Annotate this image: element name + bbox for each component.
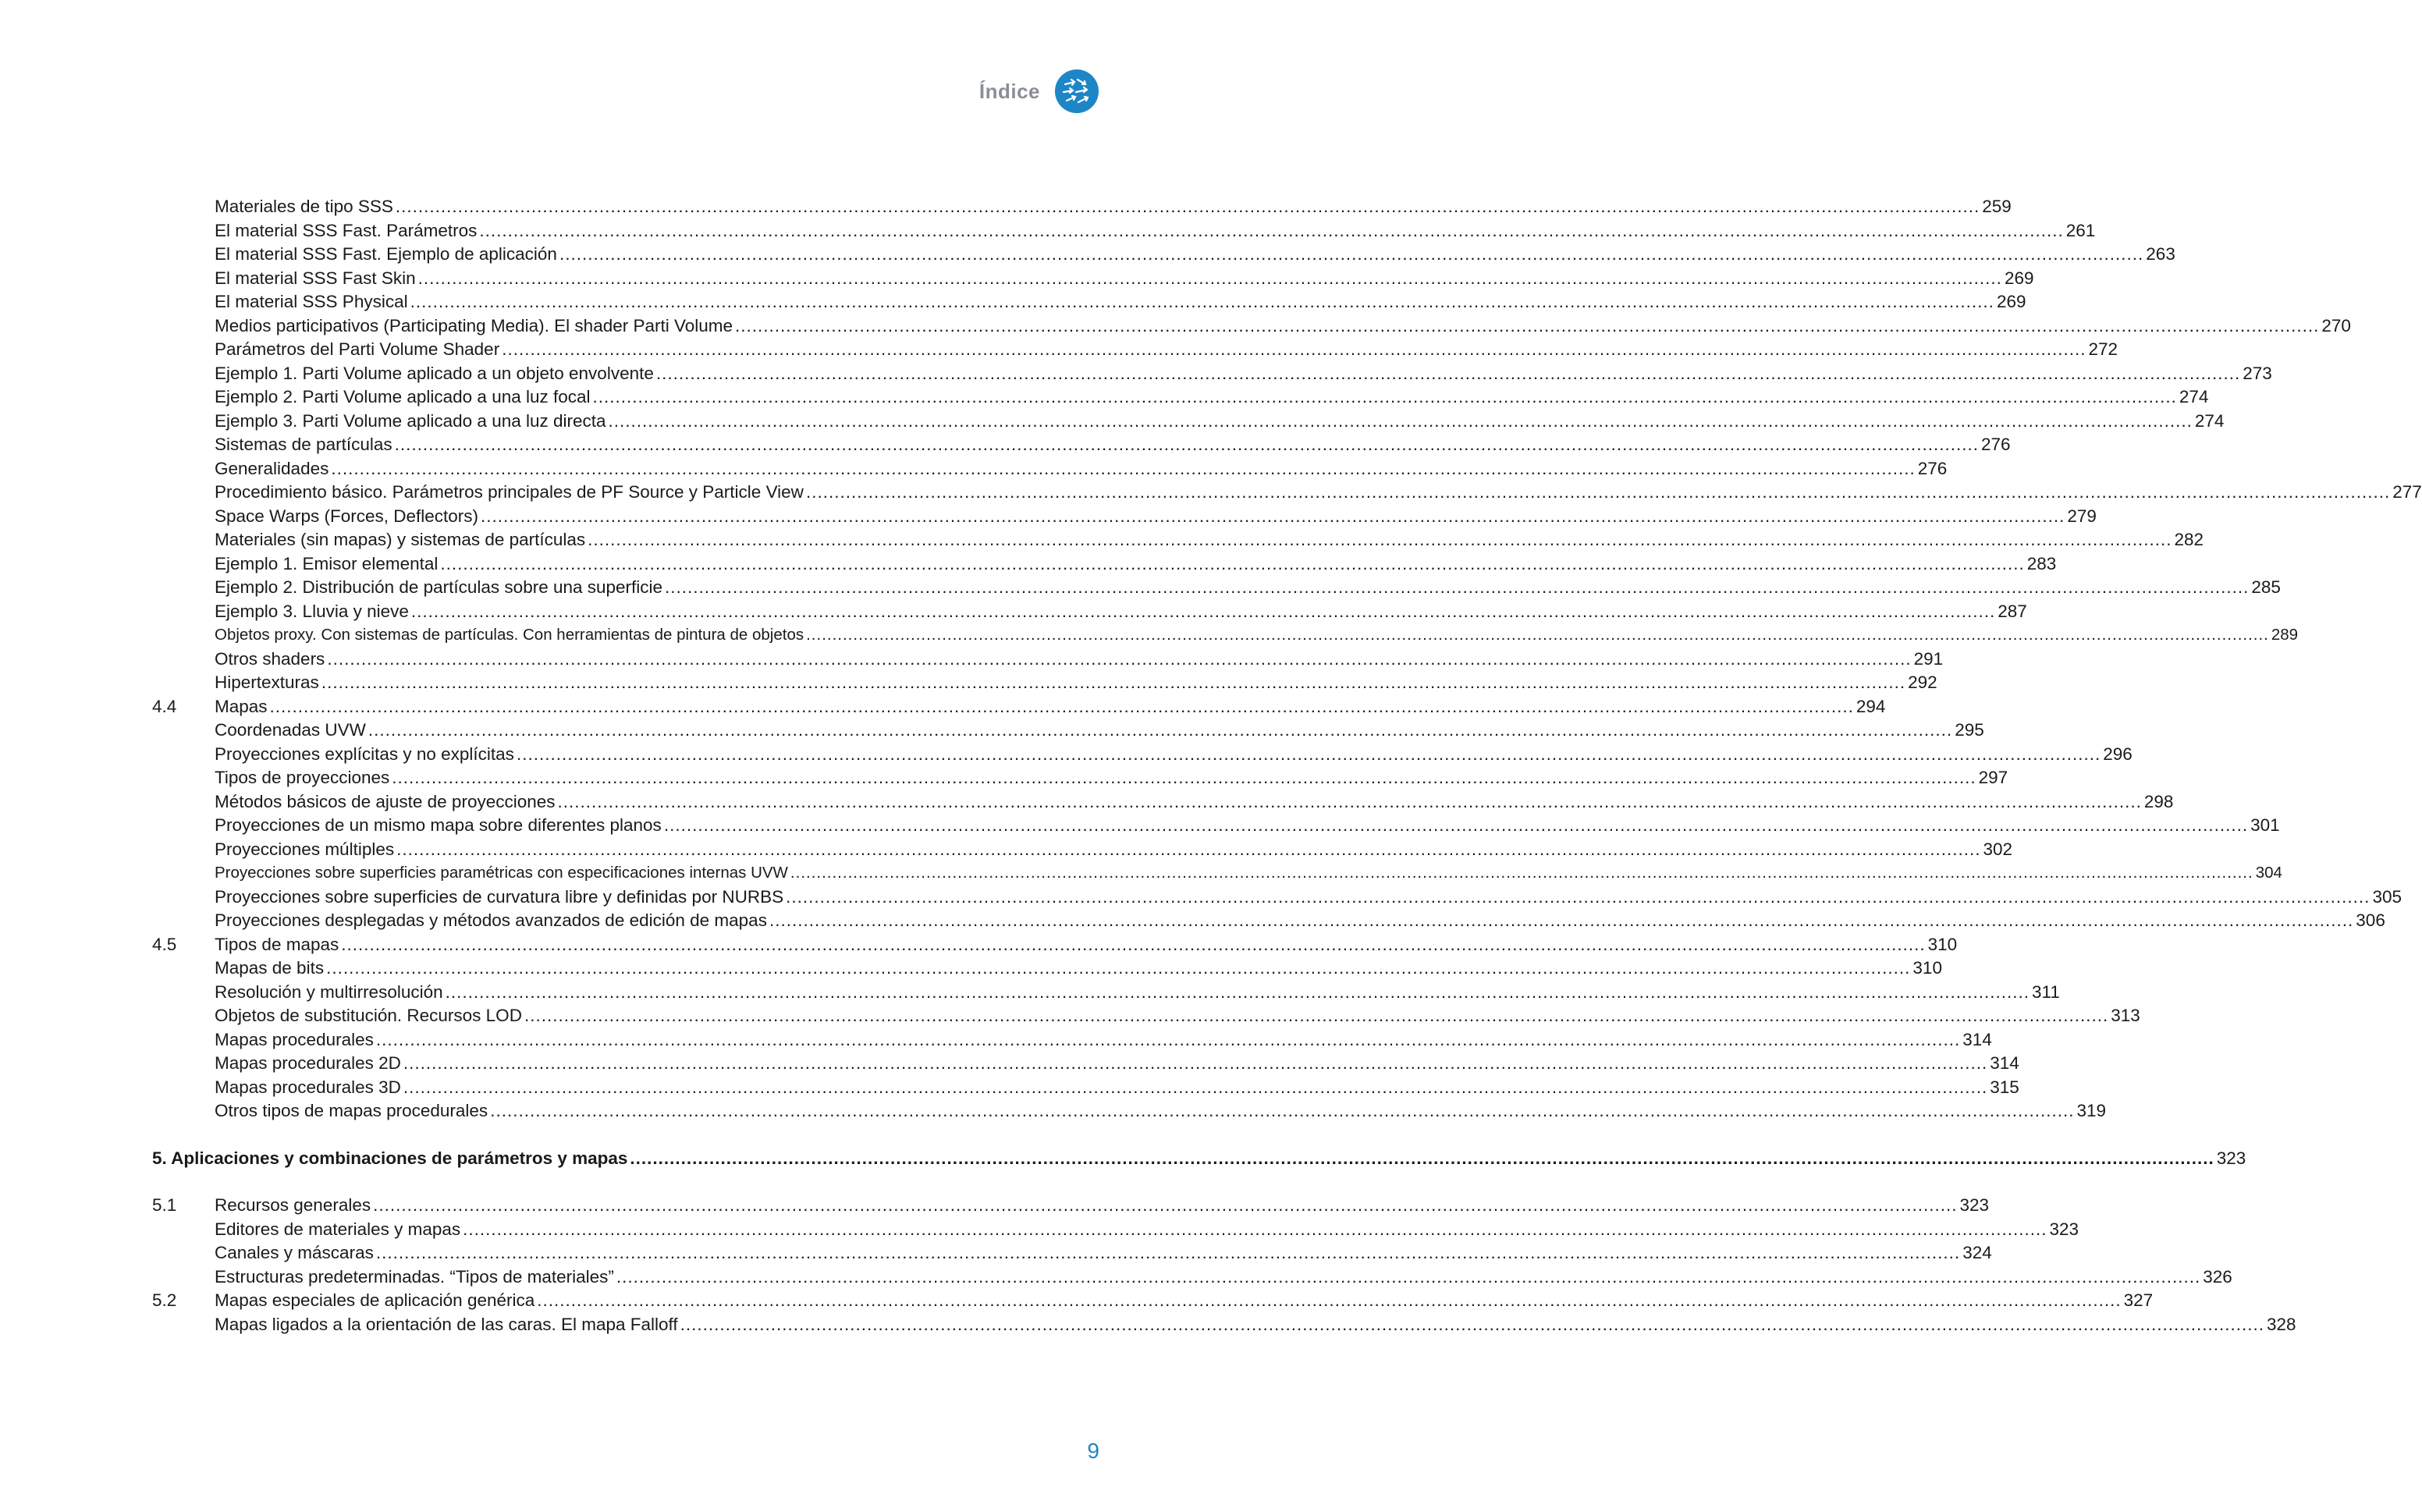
toc-entry-title: 5. Aplicaciones y combinaciones de parámetros y mapas <box>152 1148 628 1168</box>
toc-entry-page: 276 <box>1980 435 2011 454</box>
toc-entry-title: Otros shaders <box>215 648 325 669</box>
toc-entry[interactable] <box>152 552 2057 577</box>
dot-leader <box>656 362 2240 386</box>
dot-leader <box>559 243 2143 267</box>
toc-entry[interactable] <box>152 981 2060 1005</box>
toc-entry-page: 261 <box>2065 220 2096 240</box>
dot-leader <box>403 1052 1987 1076</box>
dot-leader <box>396 195 1980 219</box>
toc-entry-page: 269 <box>1996 292 2026 311</box>
dot-leader <box>373 1194 1957 1218</box>
toc-entry-title: Editores de materiales y mapas <box>215 1219 461 1239</box>
toc-entry-number: 4.4 <box>152 696 177 716</box>
toc-entry-title: Objetos proxy. Con sistemas de partículas. Con herramientas de pintura de objetos <box>215 626 804 644</box>
toc-entry[interactable] <box>152 267 2034 291</box>
toc-entry[interactable] <box>152 1076 2019 1100</box>
toc-entry-page: 270 <box>2321 315 2351 335</box>
toc-entry[interactable] <box>152 648 1944 672</box>
dot-leader <box>327 648 1911 672</box>
table-of-contents <box>152 195 2422 1336</box>
toc-entry-title: Space Warps (Forces, Deflectors) <box>215 506 479 526</box>
toc-entry-page: 323 <box>2216 1148 2246 1168</box>
toc-entry-title: Ejemplo 1. Parti Volume aplicado a un objeto envolvente <box>215 363 654 383</box>
toc-entry[interactable] <box>152 243 2175 267</box>
toc-entry[interactable] <box>152 1241 1992 1265</box>
dot-leader <box>479 219 2063 243</box>
dot-leader <box>680 1313 2264 1337</box>
toc-entry-title: Generalidades <box>215 458 329 478</box>
toc-entry-title: Mapas de bits <box>215 958 325 978</box>
toc-entry-page: 276 <box>1917 458 1948 478</box>
toc-entry-page: 302 <box>1983 839 2012 859</box>
dot-leader <box>806 623 2269 648</box>
toc-entry-page: 305 <box>2372 886 2402 907</box>
toc-entry[interactable] <box>152 861 2282 886</box>
toc-entry-page: 311 <box>2031 981 2060 1002</box>
dot-leader <box>376 1241 1960 1265</box>
toc-entry-page: 283 <box>2026 553 2057 573</box>
toc-entry[interactable] <box>152 1099 2107 1123</box>
toc-entry-page: 298 <box>2143 791 2174 811</box>
toc-entry[interactable] <box>152 1313 2296 1337</box>
toc-entry-page: 323 <box>2049 1219 2079 1239</box>
toc-entry-title: Hipertexturas <box>215 673 319 692</box>
toc-entry-title: Ejemplo 2. Parti Volume aplicado a una luz focal <box>215 387 591 406</box>
toc-entry[interactable] <box>152 671 1937 695</box>
toc-entry[interactable] <box>152 933 1958 957</box>
toc-entry-title: El material SSS Fast. Parámetros <box>215 220 478 240</box>
dot-leader <box>410 290 1994 314</box>
toc-entry[interactable] <box>152 909 2385 933</box>
dot-leader <box>616 1265 2200 1290</box>
toc-entry[interactable] <box>152 338 2118 362</box>
toc-entry[interactable] <box>152 290 2026 314</box>
toc-entry-page: 324 <box>1962 1243 1992 1262</box>
dot-leader <box>665 576 2249 600</box>
toc-entry[interactable] <box>152 695 1886 719</box>
toc-entry[interactable] <box>152 195 2012 219</box>
toc-entry-page: 289 <box>2271 626 2299 644</box>
toc-entry[interactable] <box>152 957 1942 981</box>
toc-entry[interactable] <box>152 362 2272 386</box>
dot-leader <box>418 267 2002 291</box>
dot-leader <box>769 909 2353 933</box>
dot-leader <box>735 314 2319 339</box>
toc-entry-page: 310 <box>1927 934 1958 954</box>
toc-entry-page: 259 <box>1982 197 2012 216</box>
dot-leader <box>376 1028 1960 1052</box>
toc-entry-page: 306 <box>2356 910 2385 930</box>
toc-entry-page: 314 <box>1990 1053 2019 1073</box>
page-header <box>979 69 1099 114</box>
toc-entry-title: Coordenadas UVW <box>215 720 366 740</box>
toc-entry-title: Mapas <box>215 696 268 716</box>
dot-leader <box>392 766 1976 790</box>
toc-entry-page: 274 <box>2179 387 2209 406</box>
toc-entry-page: 273 <box>2243 363 2272 383</box>
toc-entry-page: 295 <box>1955 720 1984 740</box>
toc-entry-page: 297 <box>1978 768 2008 787</box>
toc-entry-page: 328 <box>2267 1314 2296 1334</box>
dot-leader <box>790 861 2253 886</box>
toc-entry-page: 323 <box>1959 1195 1989 1215</box>
toc-entry[interactable] <box>152 576 2281 600</box>
dot-leader <box>411 600 1995 624</box>
toc-entry-page: 314 <box>1962 1029 1992 1049</box>
toc-entry-title: Ejemplo 2. Distribución de partículas sobre una superficie <box>215 577 663 597</box>
toc-entry-page: 277 <box>2392 482 2422 502</box>
toc-entry-page: 285 <box>2251 577 2281 597</box>
dot-leader <box>396 838 1980 862</box>
dot-leader <box>786 886 2370 910</box>
dot-leader <box>517 743 2101 767</box>
toc-entry-page: 315 <box>1990 1077 2019 1097</box>
toc-chapter-entry[interactable] <box>152 1147 2246 1171</box>
toc-entry-title: Tipos de mapas <box>215 934 339 954</box>
toc-entry[interactable] <box>152 410 2225 434</box>
toc-entry-page: 294 <box>1856 696 1886 716</box>
toc-entry[interactable] <box>152 1004 2140 1028</box>
toc-entry-title: Objetos de substitución. Recursos LOD <box>215 1006 522 1025</box>
toc-entry-title: Mapas ligados a la orientación de las caras. El mapa Falloff <box>215 1314 678 1334</box>
dot-leader <box>326 957 1910 981</box>
dot-leader <box>558 790 2142 815</box>
toc-entry-title: Proyecciones múltiples <box>215 839 395 859</box>
toc-entry-title: Mapas procedurales 3D <box>215 1077 401 1097</box>
toc-entry-page: 291 <box>1913 648 1944 669</box>
dot-leader <box>321 671 1905 695</box>
toc-entry-page: 279 <box>2067 506 2097 526</box>
dot-leader <box>806 481 2390 505</box>
dot-leader <box>440 552 2024 577</box>
dot-leader <box>368 719 1952 743</box>
toc-entry[interactable] <box>152 314 2351 339</box>
toc-entry-page: 313 <box>2111 1006 2140 1025</box>
toc-entry[interactable] <box>152 1265 2232 1290</box>
dot-leader <box>463 1218 2047 1242</box>
toc-entry-title: Proyecciones desplegadas y métodos avanzados de edición de mapas <box>215 910 767 930</box>
dot-leader <box>588 528 2172 552</box>
dot-leader <box>664 814 2248 838</box>
toc-entry-page: 327 <box>2123 1290 2154 1310</box>
toc-entry-page: 282 <box>2174 530 2204 549</box>
toc-entry-title: Estructuras predeterminadas. “Tipos de materiales” <box>215 1266 614 1287</box>
toc-entry-page: 310 <box>1912 958 1942 978</box>
toc-entry-title: Ejemplo 3. Parti Volume aplicado a una luz directa <box>215 410 606 431</box>
header-title: Índice <box>978 79 1040 103</box>
toc-entry[interactable] <box>152 1028 1992 1052</box>
toc-entry-title: Resolución y multirresolución <box>215 981 443 1002</box>
toc-entry-number: 5.2 <box>152 1290 177 1310</box>
toc-entry[interactable] <box>152 457 1948 481</box>
toc-entry[interactable] <box>152 1218 2079 1242</box>
page-number: 9 <box>1087 1439 1099 1463</box>
toc-entry-title: Medios participativos (Participating Media). El shader Parti Volume <box>215 315 733 335</box>
dot-leader <box>630 1147 2214 1171</box>
toc-entry-title: Proyecciones sobre superficies paramétricas con especificaciones internas UVW <box>215 864 788 882</box>
toc-entry-title: Ejemplo 1. Emisor elemental <box>215 553 439 573</box>
toc-entry[interactable] <box>152 505 2097 529</box>
toc-entry-title: El material SSS Fast Skin <box>215 268 416 288</box>
dot-leader <box>331 457 1915 481</box>
toc-entry-title: Mapas procedurales 2D <box>215 1053 401 1073</box>
toc-entry-title: El material SSS Physical <box>215 292 408 311</box>
toc-entry[interactable] <box>152 385 2209 410</box>
toc-entry-page: 269 <box>2004 268 2034 288</box>
toc-entry[interactable] <box>152 433 2011 457</box>
toc-entry-title: Parámetros del Parti Volume Shader <box>215 339 500 359</box>
toc-entry-title: Canales y máscaras <box>215 1243 374 1262</box>
toc-entry-page: 274 <box>2194 410 2225 431</box>
toc-entry-title: Proyecciones explícitas y no explícitas <box>215 744 514 764</box>
toc-entry-page: 272 <box>2088 339 2118 359</box>
toc-entry[interactable] <box>152 528 2204 552</box>
toc-entry-title: Ejemplo 3. Lluvia y nieve <box>215 601 409 621</box>
toc-entry-number: 5.1 <box>152 1195 177 1215</box>
arrows-circle-logo-icon <box>1054 69 1099 114</box>
toc-entry-title: Proyecciones de un mismo mapa sobre diferentes planos <box>215 815 662 835</box>
toc-entry-page: 263 <box>2146 244 2175 264</box>
dot-leader <box>446 981 2030 1005</box>
dot-leader <box>593 385 2177 410</box>
toc-entry-title: Tipos de proyecciones <box>215 768 390 787</box>
toc-entry[interactable] <box>152 790 2174 815</box>
toc-entry[interactable] <box>152 623 2299 648</box>
toc-entry-page: 304 <box>2255 864 2282 882</box>
toc-entry-page: 287 <box>1998 601 2027 621</box>
toc-entry-title: Materiales de tipo SSS <box>215 197 393 216</box>
dot-leader <box>270 695 1854 719</box>
dot-leader <box>403 1076 1987 1100</box>
toc-entry-number: 4.5 <box>152 934 177 954</box>
toc-entry[interactable] <box>152 886 2402 910</box>
dot-leader <box>341 933 1925 957</box>
toc-entry[interactable] <box>152 814 2280 838</box>
toc-entry-title: Métodos básicos de ajuste de proyecciones <box>215 791 556 811</box>
toc-entry[interactable] <box>152 1052 2019 1076</box>
toc-entry-title: Recursos generales <box>215 1195 371 1215</box>
dot-leader <box>609 410 2193 434</box>
toc-entry[interactable] <box>152 838 2012 862</box>
toc-entry-title: Procedimiento básico. Parámetros principales de PF Source y Particle View <box>215 482 804 502</box>
toc-entry[interactable] <box>152 719 1984 743</box>
toc-entry-title: Sistemas de partículas <box>215 435 392 454</box>
toc-entry-title: El material SSS Fast. Ejemplo de aplicación <box>215 244 557 264</box>
toc-entry-title: Materiales (sin mapas) y sistemas de partículas <box>215 530 586 549</box>
toc-entry-page: 319 <box>2076 1101 2107 1120</box>
toc-entry-page: 301 <box>2250 815 2280 835</box>
toc-entry[interactable] <box>152 1289 2154 1313</box>
toc-entry[interactable] <box>152 600 2027 624</box>
dot-leader <box>502 338 2086 362</box>
toc-entry-page: 326 <box>2203 1266 2232 1287</box>
toc-entry[interactable] <box>152 481 2422 505</box>
toc-entry[interactable] <box>152 766 2008 790</box>
dot-leader <box>524 1004 2108 1028</box>
toc-entry[interactable] <box>152 1194 1989 1218</box>
dot-leader <box>481 505 2065 529</box>
dot-leader <box>395 433 1979 457</box>
toc-entry-title: Proyecciones sobre superficies de curvatura libre y definidas por NURBS <box>215 886 784 907</box>
toc-entry[interactable] <box>152 219 2096 243</box>
toc-entry-title: Mapas especiales de aplicación genérica <box>215 1290 535 1310</box>
toc-entry-page: 296 <box>2103 744 2133 764</box>
toc-entry[interactable] <box>152 743 2133 767</box>
toc-entry-title: Otros tipos de mapas procedurales <box>215 1101 488 1120</box>
dot-leader <box>537 1289 2121 1313</box>
toc-entry-page: 292 <box>1908 673 1937 692</box>
dot-leader <box>490 1099 2074 1123</box>
toc-entry-title: Mapas procedurales <box>215 1029 374 1049</box>
